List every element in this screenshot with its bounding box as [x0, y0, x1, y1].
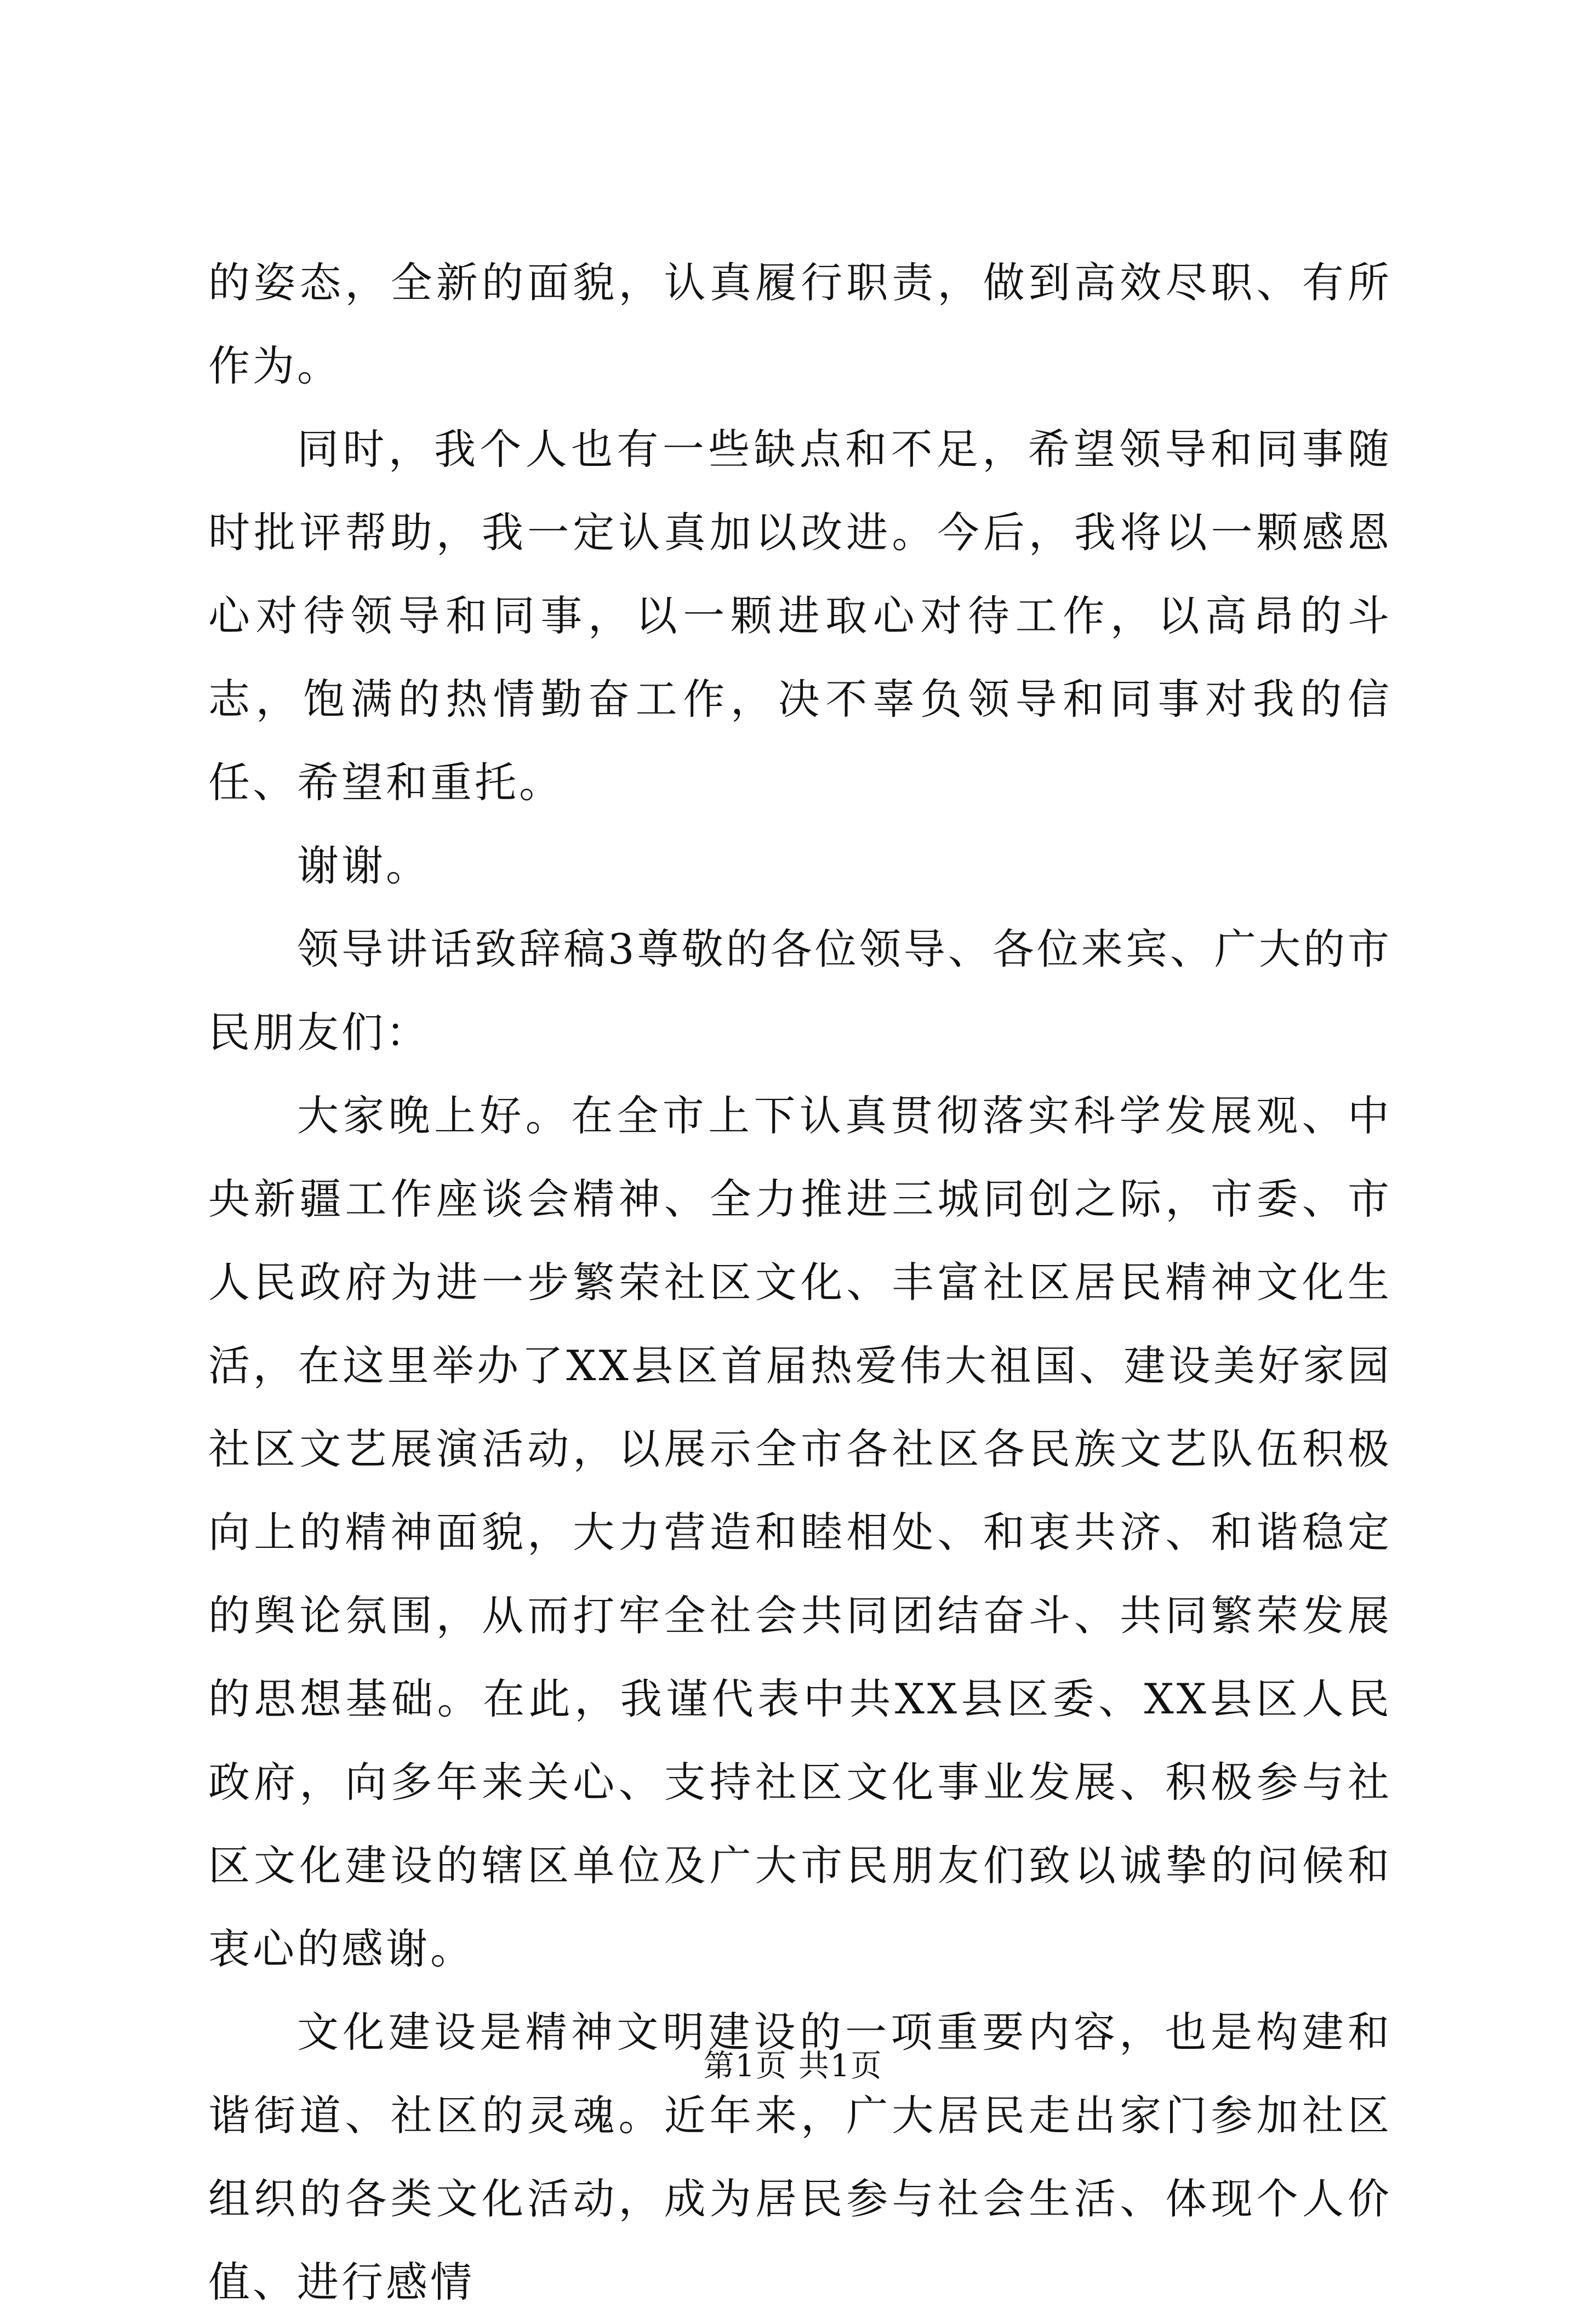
paragraph-4: 领导讲话致辞稿3尊敬的各位领导、各位来宾、广大的市民朋友们： [208, 925, 1392, 1057]
paragraph-5: 大家晚上好。在全市上下认真贯彻落实科学发展观、中央新疆工作座谈会精神、全力推进三城同创之际，市委、市人民政府为进一步繁荣社区文化、丰富社区居民精神文化生活，在这里举办了XX县区首届热爱伟大祖国、建设美好家园社区文艺展演活动，以展示全市各社区各民族文艺队伍积极向上的精神面貌，大力营造和睦相处、和衷共济、和谐稳定的舆论氛围，从而打牢全社会共同团结奋斗、共同繁荣发展的思想基础。在此，我谨代表中共XX县区委、XX县区人民政府，向多年来关心、支持社区文化事业发展、积极参与社区文化建设的辖区单位及广大市民朋友们致以诚挚的问候和衷心的感谢。 [208, 1091, 1392, 1973]
paragraph-6: 文化建设是精神文明建设的一项重要内容，也是构建和谐街道、社区的灵魂。近年来，广大居民走出家门参加社区组织的各类文化活动，成为居民参与社会生活、体现个人价值、进行感情 [208, 2008, 1392, 2306]
paragraph-3: 谢谢。 [297, 841, 430, 890]
paragraph-1: 的姿态，全新的面貌，认真履行职责，做到高效尽职、有所作为。 [208, 258, 1392, 390]
document-body [208, 241, 1392, 2324]
page-footer: 第1页 共1页 [703, 2048, 883, 2084]
paragraph-2: 同时，我个人也有一些缺点和不足，希望领导和同事随时批评帮助，我一定认真加以改进。今后，我将以一颗感恩心对待领导和同事，以一颗进取心对待工作，以高昂的斗志，饱满的热情勤奋工作，决不辜负领导和同事对我的信任、希望和重托。 [208, 425, 1392, 807]
